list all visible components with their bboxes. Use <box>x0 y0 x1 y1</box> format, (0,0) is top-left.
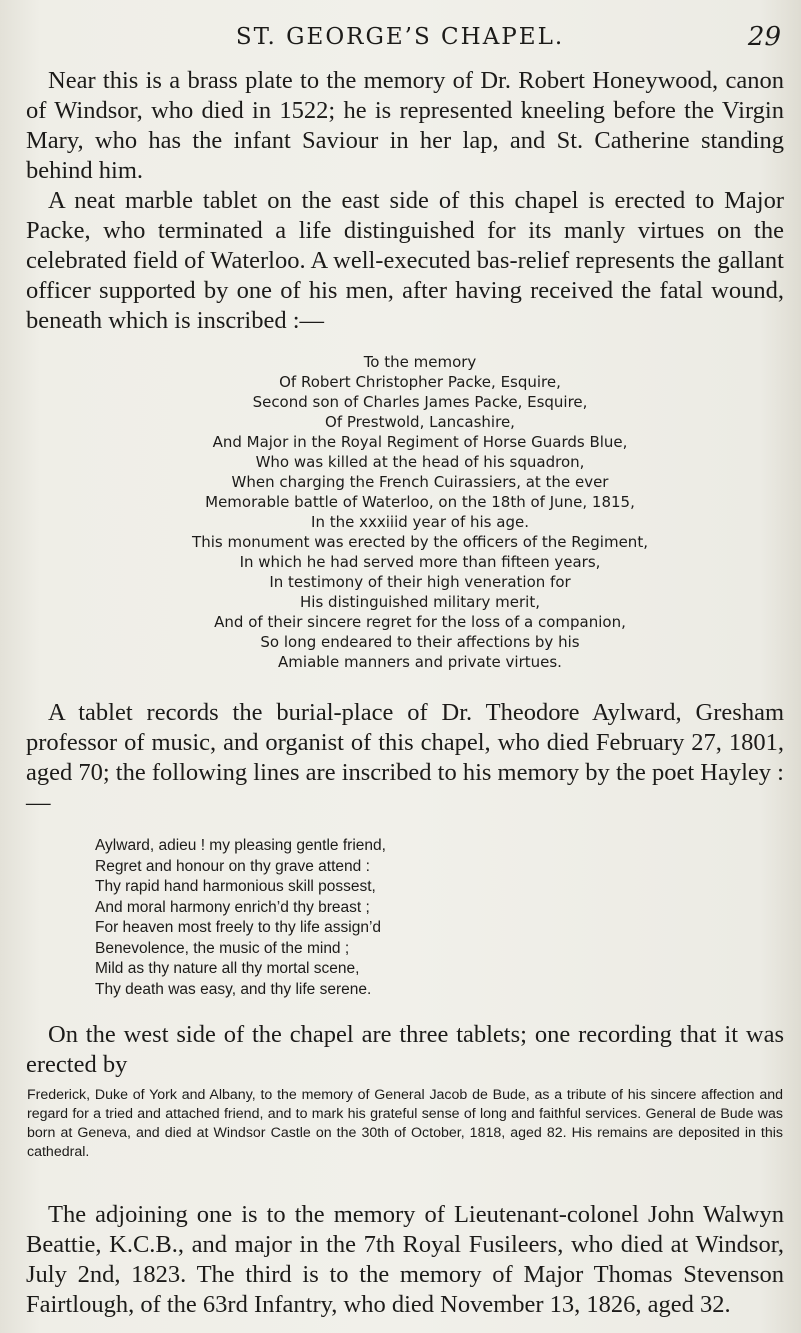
inscription-line: In the xxxiiid year of his age. <box>311 513 529 531</box>
paragraph-de-bude-text: Frederick, Duke of York and Albany, to the memory of General Jacob de Bude, as a tribute of his sincere affection and regard for a tried and attached friend, and to mark his grateful sense of long and faithful services. General de Bude was born at Geneva, and died at Windsor Castle on the 30th of October, 1818, aged 82. His remains are deposited in this cathedral. <box>27 1087 783 1160</box>
inscription-line: To the memory <box>363 353 477 371</box>
paragraph-honeywood <box>26 66 784 186</box>
paragraph-west-side <box>26 1020 784 1080</box>
paragraph-west-side-text: On the west side of the chapel are three tablets; one recording that it was erected by <box>26 1021 784 1078</box>
verse-line: Benevolence, the music of the mind ; <box>95 939 350 957</box>
page-number: 29 <box>747 22 781 52</box>
hayley-verse <box>95 836 735 1000</box>
inscription-line: His distinguished military merit, <box>300 593 540 611</box>
inscription-line: And Major in the Royal Regiment of Horse Guards Blue, <box>212 433 628 451</box>
paragraph-beattie-fairtlough-text: The adjoining one is to the memory of Lieutenant-colonel John Walwyn Beattie, K.C.B., and major in the 7th Royal Fusileers, who died at Windsor, July 2nd, 1823. The third is to the memory of Major Thomas Stevenson Fairtlough, of the 63rd Infantry, who died November 13, 1826, aged 32. <box>26 1201 784 1318</box>
verse-line: Aylward, adieu ! my pleasing gentle friend, <box>95 837 386 854</box>
verse-line: Thy rapid hand harmonious skill possest, <box>95 878 376 895</box>
verse-line: Mild as thy nature all thy mortal scene, <box>95 960 360 977</box>
inscription-line: In which he had served more than fifteen years, <box>239 553 601 571</box>
inscription-line: Of Robert Christopher Packe, Esquire, <box>279 373 561 391</box>
inscription-line: Of Prestwold, Lancashire, <box>325 413 515 431</box>
paragraph-packe-text: A neat marble tablet on the east side of this chapel is erected to Major Packe, who terminated a life distinguished for its manly virtues on the celebrated field of Waterloo. A well-executed bas-relief represents the gallant officer supported by one of his men, after having received the fatal wound, beneath which is inscribed :— <box>26 187 784 334</box>
inscription-line: This monument was erected by the officers of the Regiment, <box>192 533 648 551</box>
paragraph-aylward-text: A tablet records the burial-place of Dr. Theodore Aylward, Gresham professor of music, and organist of this chapel, who died February 27, 1801, aged 70; the following lines are inscribed to his memory by the poet Hayley :— <box>26 699 784 816</box>
packe-inscription <box>60 352 780 672</box>
verse-line: For heaven most freely to thy life assign’d <box>95 919 382 936</box>
paragraph-honeywood-text: Near this is a brass plate to the memory of Dr. Robert Honeywood, canon of Windsor, who died in 1522; he is represented kneeling before the Virgin Mary, who has the infant Saviour in her lap, and St. Catherine standing behind him. <box>26 67 784 184</box>
inscription-line: In testimony of their high veneration for <box>269 573 571 591</box>
verse-line: Thy death was easy, and thy life serene. <box>95 980 372 998</box>
inscription-line: So long endeared to their affections by his <box>260 633 580 651</box>
inscription-line: When charging the French Cuirassiers, at the ever <box>231 473 609 491</box>
paragraph-aylward <box>26 698 784 818</box>
inscription-line: Memorable battle of Waterloo, on the 18th of June, 1815, <box>205 493 635 511</box>
inscription-line: Who was killed at the head of his squadron, <box>255 453 585 471</box>
inscription-line: Amiable manners and private virtues. <box>278 653 562 671</box>
paragraph-packe <box>26 186 784 336</box>
verse-line: And moral harmony enrich’d thy breast ; <box>95 898 370 916</box>
paragraph-beattie-fairtlough <box>26 1200 784 1320</box>
running-head: ST. GEORGE’S CHAPEL. <box>235 24 565 50</box>
inscription-line: And of their sincere regret for the loss of a companion, <box>214 613 626 631</box>
verse-line: Regret and honour on thy grave attend : <box>95 857 370 875</box>
inscription-line: Second son of Charles James Packe, Esquire, <box>252 393 588 411</box>
paragraph-de-bude <box>27 1086 783 1162</box>
